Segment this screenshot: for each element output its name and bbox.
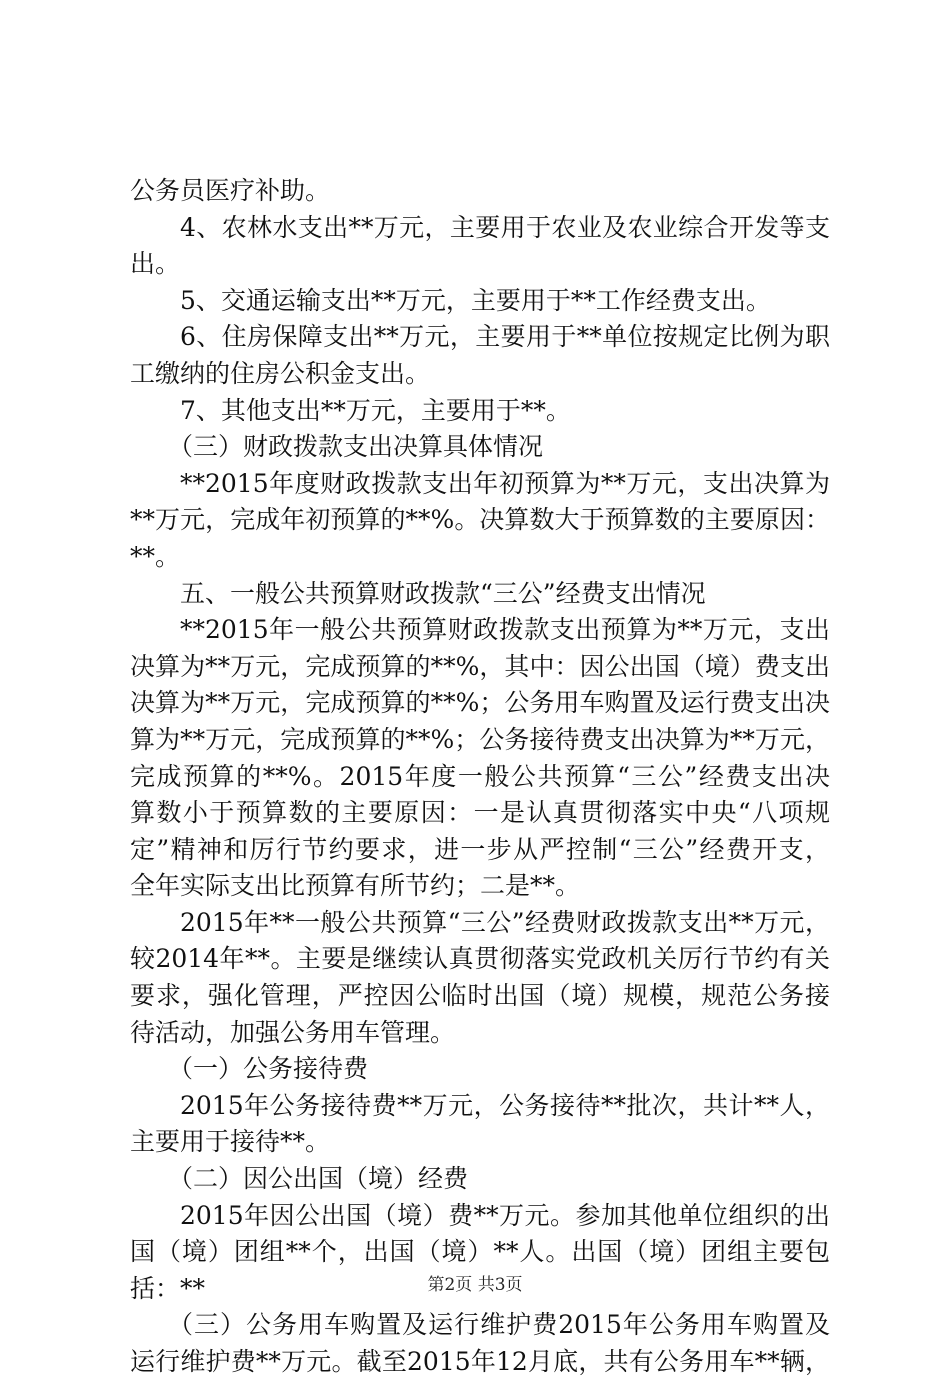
- section-heading: （三）公务用车购置及运行维护费2015年公务用车购置及: [168, 1310, 830, 1340]
- text-line: 完成预算的**%。2015年度一般公共预算“三公”经费支出决: [130, 761, 830, 791]
- text-line: 5、交通运输支出**万元，主要用于**工作经费支出。: [180, 285, 771, 315]
- text-line: **万元，完成年初预算的**%。决算数大于预算数的主要原因：: [130, 505, 830, 535]
- text-line: 2015年因公出国（境）费**万元。参加其他单位组织的出: [180, 1200, 830, 1230]
- section-heading: 五、一般公共预算财政拨款“三公”经费支出情况: [180, 578, 706, 608]
- text-line: 7、其他支出**万元，主要用于**。: [180, 395, 571, 425]
- text-line: 决算为**万元，完成预算的**%，其中：因公出国（境）费支出: [130, 651, 830, 681]
- text-line: 待活动，加强公务用车管理。: [130, 1017, 456, 1047]
- text-line: 工缴纳的住房公积金支出。: [130, 358, 431, 388]
- section-heading: （三）财政拨款支出决算具体情况: [168, 432, 544, 462]
- text-line: 2015年**一般公共预算“三公”经费财政拨款支出**万元，: [180, 907, 830, 937]
- text-line: 主要用于接待**。: [130, 1127, 331, 1157]
- body-text: [130, 173, 830, 1381]
- text-line: 出。: [130, 249, 181, 279]
- text-line: 全年实际支出比预算有所节约；二是**。: [130, 871, 581, 901]
- page-number-footer: 第2页 共3页: [427, 1275, 523, 1295]
- text-line: 定”精神和厉行节约要求，进一步从严控制“三公”经费开支，: [130, 834, 830, 864]
- text-line: 算数小于预算数的主要原因：一是认真贯彻落实中央“八项规: [130, 798, 830, 828]
- text-line: 国（境）团组**个，出国（境）**人。出国（境）团组主要包: [130, 1237, 830, 1267]
- text-line: 运行维护费**万元。截至2015年12月底，共有公务用车**辆，: [130, 1347, 830, 1376]
- text-line: 较2014年**。主要是继续认真贯彻落实党政机关厉行节约有关: [130, 944, 830, 974]
- text-line: 4、农林水支出**万元，主要用于农业及农业综合开发等支: [180, 212, 830, 242]
- text-line: 决算为**万元，完成预算的**%；公务用车购置及运行费支出决: [130, 688, 830, 718]
- text-line: 要求，强化管理，严控因公临时出国（境）规模，规范公务接: [130, 981, 830, 1011]
- text-line: 括：**: [130, 1273, 206, 1303]
- text-line: **2015年度财政拨款支出年初预算为**万元，支出决算为: [180, 468, 830, 498]
- text-line: **2015年一般公共预算财政拨款支出预算为**万元，支出: [180, 615, 830, 645]
- section-heading: （二）因公出国（境）经费: [168, 1164, 469, 1194]
- text-line: 公务员医疗补助。: [130, 176, 331, 205]
- text-line: 2015年公务接待费**万元，公务接待**批次，共计**人，: [180, 1090, 830, 1120]
- text-line: 6、住房保障支出**万元，主要用于**单位按规定比例为职: [180, 322, 830, 352]
- text-line: 算为**万元，完成预算的**%；公务接待费支出决算为**万元，: [130, 724, 830, 754]
- section-heading: （一）公务接待费: [168, 1054, 369, 1084]
- text-line: **。: [130, 541, 181, 571]
